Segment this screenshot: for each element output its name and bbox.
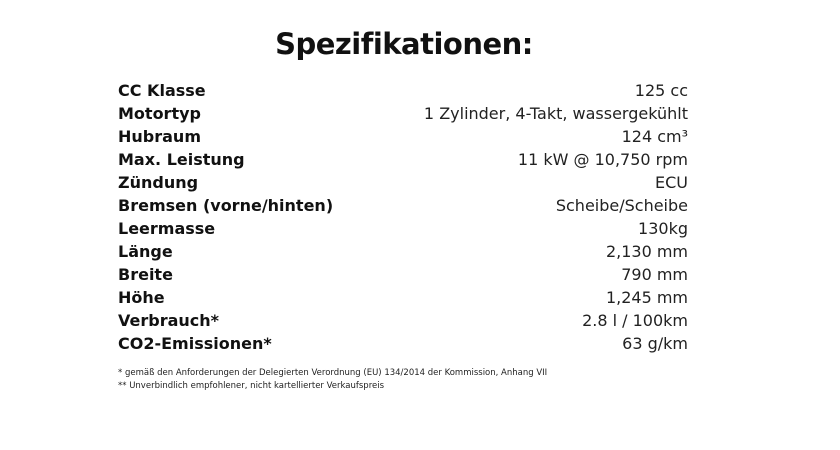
footnote-price: ** Unverbindlich empfohlener, nicht kartellierter Verkaufspreis — [118, 381, 385, 391]
spec-row-bremsen — [118, 194, 688, 217]
spec-row-hoehe — [118, 286, 688, 309]
spec-label: Verbrauch* — [118, 311, 220, 330]
spec-label: Breite — [118, 265, 173, 284]
spec-value: 125 cc — [634, 81, 688, 100]
spec-label: Bremsen (vorne/hinten) — [118, 196, 334, 215]
spec-row-verbrauch — [118, 309, 688, 332]
spec-value: 1 Zylinder, 4-Takt, wassergekühlt — [423, 104, 688, 123]
spec-value: 790 mm — [621, 265, 688, 284]
spec-value: Scheibe/Scheibe — [555, 196, 688, 215]
spec-row-max-leistung — [118, 148, 688, 171]
page-title: Spezifikationen: — [275, 27, 533, 62]
spec-row-zuendung — [118, 171, 688, 194]
spec-label: Motortyp — [118, 104, 201, 123]
spec-row-leermasse — [118, 217, 688, 240]
spec-value: 2.8 l / 100km — [582, 311, 688, 330]
spec-label: Länge — [118, 242, 173, 261]
spec-value: 130kg — [638, 219, 688, 238]
spec-value: 11 kW @ 10,750 rpm — [517, 150, 688, 169]
spec-value: 1,245 mm — [605, 288, 688, 307]
spec-table — [118, 79, 688, 355]
spec-value: 124 cm³ — [621, 127, 688, 146]
spec-row-motortyp — [118, 102, 688, 125]
spec-label: CC Klasse — [118, 81, 206, 100]
footnotes — [118, 367, 547, 393]
spec-value: 2,130 mm — [605, 242, 688, 261]
spec-value: ECU — [655, 173, 688, 192]
spec-row-laenge — [118, 240, 688, 263]
spec-row-breite — [118, 263, 688, 286]
spec-label: CO2-Emissionen* — [118, 334, 272, 353]
spec-label: Max. Leistung — [118, 150, 245, 169]
spec-label: Leermasse — [118, 219, 216, 238]
spec-row-co2-emissionen — [118, 332, 688, 355]
spec-row-cc-klasse — [118, 79, 688, 102]
footnote-regulation: * gemäß den Anforderungen der Delegierten Verordnung (EU) 134/2014 der Kommission, Anhang VII — [118, 368, 548, 378]
spec-label: Hubraum — [118, 127, 201, 146]
spec-label: Zündung — [118, 173, 199, 192]
spec-row-hubraum — [118, 125, 688, 148]
spec-value: 63 g/km — [622, 334, 688, 353]
spec-label: Höhe — [118, 288, 165, 307]
